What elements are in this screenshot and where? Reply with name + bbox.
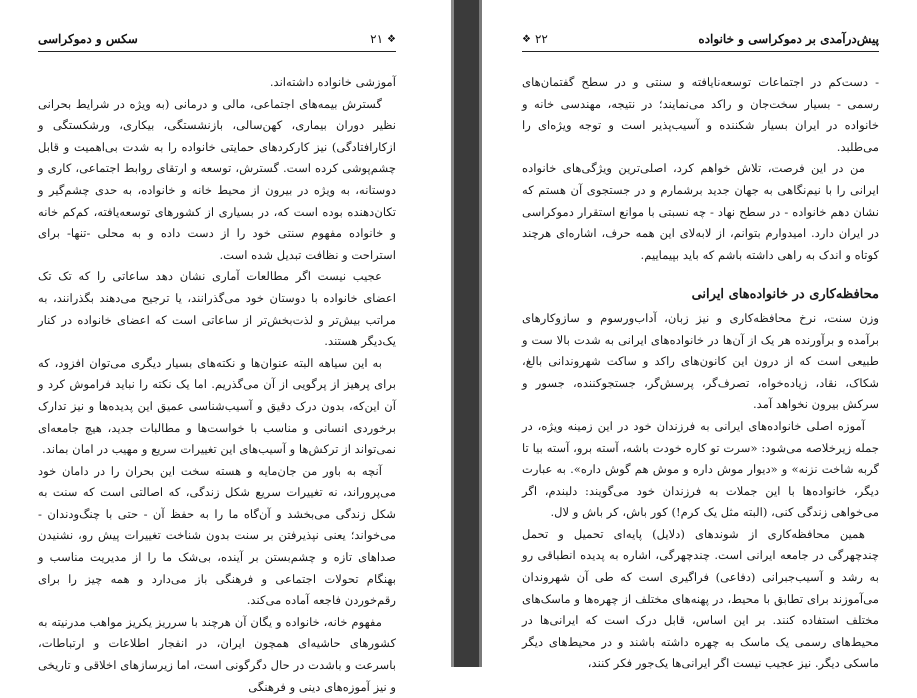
left-header-title: سکس و دموکراسی bbox=[38, 32, 138, 46]
right-section-paragraph-2: آموزه اصلی خانواده‌های ایرانی به فرزندان خود در این زمینه ویژه، در جمله زیرخلاصه می‌شود: «سرت تو کاره خودت باشه، آسته برو، آسته بیا تا گربه شاخت نزنه» و «دیوار موش داره و موش هم گوش داره». به عبارت دیگر، خانواده‌ها با این جملات به فرزندان خود می‌گویند: دلبندم، اگر می‌خواهی زندگی کنی، (البته مثل یک کرم!) کور باش، کر باش و لال. bbox=[522, 418, 879, 520]
right-header-rule bbox=[522, 51, 879, 52]
left-page bbox=[0, 0, 451, 694]
left-paragraph-1: آموزشی خانواده داشته‌اند. bbox=[269, 75, 396, 89]
right-header-title: پیش‌درآمدی بر دموکراسی و خانواده bbox=[698, 32, 879, 46]
right-section-paragraph-3: همین محافظه‌کاری از شوندهای (دلایل) پایه‌ای تحمیل و تحمل چندچهرگی در جامعه ایرانی است. چندچهرگی، اشاره به پدیده انطباقی رو به رشد و آسیب‌جبرانی (دفاعی) فراگیری است که طی آن شهروندان می‌آموزند برای تطابق با محیط، در پهنه‌های مختلف از چهره‌ها و ماسک‌های مختلف استفاده کنند. بر این اساس، قابل درک است که ایرانی‌ها در محیط‌های رسمی یک ماسک به چهره داشته باشند و در محیط‌های دیگر ماسکی دیگر. نیز عجیب نیست اگر ایرانی‌ها یک‌جور فکر کنند، bbox=[522, 526, 879, 671]
left-page-header bbox=[38, 30, 396, 48]
book-spine bbox=[451, 0, 482, 667]
left-header-rule bbox=[38, 51, 396, 52]
right-paragraph-1: - دست‌کم در اجتماعات توسعه‌نایافته و سنتی و در سطح گفتمان‌های رسمی - بسیار سخت‌جان و راکد می‌نمایند؛ در نتیجه، مهندسی خانه و خانواده در ایران بسیار شکننده و آسیب‌پذیر است و توجه ویژه‌ای را می‌طلبد. bbox=[522, 75, 879, 154]
left-page-body bbox=[38, 72, 396, 698]
right-page bbox=[482, 0, 917, 671]
right-page-number-group bbox=[522, 32, 548, 46]
ornament-icon: ❖ bbox=[522, 33, 531, 45]
left-paragraph-2: گسترش بیمه‌های اجتماعی، مالی و درمانی (به ویژه در شرایط بحرانی نظیر دوران بیماری، کهن‌سالی، بازنشستگی، بیکاری، ورشکستگی و ازکارافتادگی) نیز کارکردهای حمایتی خانواده را به شدت بی‌اهمیت و قابل چشم‌پوشی کرده است. گسترش، توسعه و ارتقای روابط اجتماعی، کاری و دوستانه، به ویژه در بیرون از محیط خانه و خانواده، به حدی چشم‌گیر و تکان‌دهنده بوده است که، در بسیاری از کشورهای توسعه‌یافته، کم‌کم خانه و خانواده مفهوم سنتی خود را از دست داده و به محلی -تنها- برای استراحت و نظافت تبدیل شده است. bbox=[38, 96, 396, 262]
ornament-icon: ❖ bbox=[387, 33, 396, 45]
right-page-body bbox=[522, 72, 879, 675]
right-paragraph-2: من در این فرصت، تلاش خواهم کرد، اصلی‌ترین ویژگی‌های خانواده ایرانی را با نیم‌نگاهی به جهان جدید برشمارم و در جستجوی آن هستم که نشان دهم خانواده - در سطح نهاد - چه نسبتی با موانع استقرار دموکراسی در ایران دارد. امیدوارم بتوانم، از لابه‌لای این همه حرف، اشاره‌ای هرچند کوتاه و اندک به راهی داشته باشم که باید بپیماییم. bbox=[522, 161, 879, 262]
section-heading: محافظه‌کاری در خانواده‌های ایرانی bbox=[691, 287, 879, 303]
left-page-number: ۲۱ bbox=[370, 32, 384, 46]
right-section-paragraph-1: وزن سنت، نرخ محافظه‌کاری و نیز زبان، آداب‌ورسوم و سازوکارهای برآمده و برآورنده هر یک از آن‌ها در خانواده‌های ایرانی به شدت بالا ست و طبیعی است که از درون این کانون‌های راکد و ساکت شهروندانی بالغ، شکاک، نقاد، زیاده‌خواه، تصرف‌گر، پرسش‌گر، جستجوکننده، جسور و سرکش بیرون نخواهد آمد. bbox=[522, 310, 879, 412]
left-paragraph-4: به این سیاهه البته عنوان‌ها و نکته‌های بسیار دیگری می‌توان افزود، که برای پرهیز از پرگویی از آن می‌گذریم. اما یک نکته را نباید فراموش کرد و آن این‌که، بدون درک دقیق و آسیب‌شناسی عمیق این پدیده‌ها و نیز تدارک برخوردی انسانی و مناسب با خواست‌ها و مطالبات جدید، هیچ جامعه‌ای نمی‌تواند از ترکش‌ها و آسیب‌های این تغییرات سریع و مهیب در امان بماند. bbox=[38, 355, 396, 457]
left-paragraph-5: آنچه به باور من جان‌مایه و هسته سخت این بحران را در دامان خود می‌پروراند، نه تغییرات سریع شکل زندگی، که اصالتی است که سنت به شکل زندگی می‌بخشد و آن‌گاه ما را به حفظ آن - حتی با چنگ‌ودندان - می‌خواند؛ یعنی نپذیرفتن بر سنت بدون شناخت تغییرات پیش رو، نشنیدن صداهای تازه و چشم‌بستن بر آینده، بی‌شک ما را از مدیریت مناسب و بهنگام تحولات اجتماعی و فرهنگی باز می‌دارد و همه چیز را برای رقم‌خوردن فاجعه آماده می‌کند. bbox=[38, 463, 396, 608]
right-page-header bbox=[522, 30, 879, 48]
left-page-number-group bbox=[370, 32, 396, 46]
left-paragraph-6: مفهوم خانه، خانواده و یگان آن هرچند با سرریز یکریز مواهب مدرنیته به کشورهای حاشیه‌ای همچون ایران، در انفجار اطلاعات و ارتباطات، باسرعت و باشدت در حال دگرگونی است، اما زیرسازهای اخلاقی و تاریخی و نیز آموزه‌های دینی و فرهنگی bbox=[38, 614, 396, 694]
right-page-number: ۲۲ bbox=[534, 32, 548, 46]
left-paragraph-3: عجیب نیست اگر مطالعات آماری نشان دهد ساعاتی را که تک تک اعضای خانواده با دوستان خود می‌گذرانند، یا ترجیح می‌دهند بگذرانند، به مراتب بیش‌تر و لذت‌بخش‌تر از ساعاتی است که اعضای خانواده در کنار یک‌دیگر هستند. bbox=[38, 269, 396, 349]
